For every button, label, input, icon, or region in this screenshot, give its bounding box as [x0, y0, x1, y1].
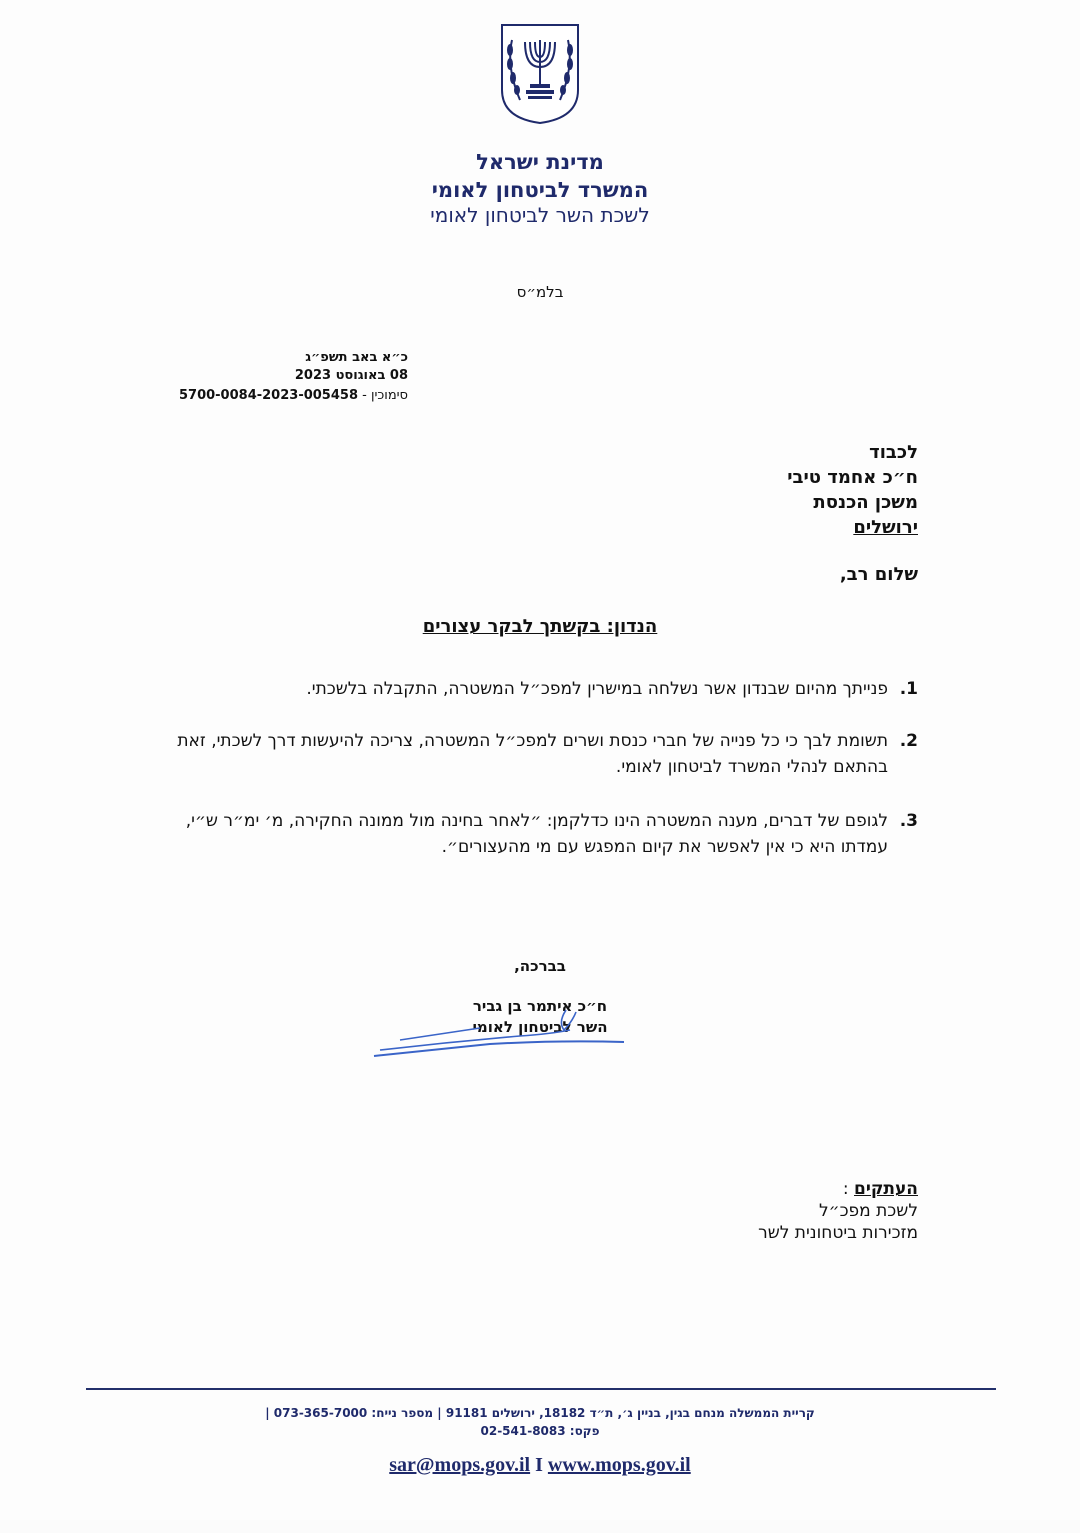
- reference-number: [160, 387, 408, 405]
- signatory-name: ח״כ איתמר בן גביר: [472, 997, 608, 1015]
- copies-title: העתקים: [854, 1179, 918, 1199]
- greeting: שלום רב,: [839, 564, 918, 585]
- footer-fax: פקס: 02-541-8083: [480, 1424, 600, 1438]
- reference-label: סימוכין -: [358, 388, 408, 403]
- signatory-title: השר לביטחון לאומי: [472, 1018, 608, 1036]
- letterhead-state-name: מדינת ישראל: [476, 150, 604, 174]
- state-emblem-menorah-icon: [498, 22, 582, 126]
- list-item: [158, 728, 918, 780]
- copies-colon: :: [842, 1179, 849, 1199]
- gregorian-date: 08 באוגוסט 2023: [294, 368, 408, 383]
- addressee-institution: משכן הכנסת: [813, 492, 918, 513]
- hebrew-date: כ״א באב תשפ״ג: [305, 350, 408, 365]
- list-item: [158, 676, 918, 702]
- footer-address: קריית הממשלה מנחם בגין, בניין ג׳, ת״ד 18182, ירושלים 91181 | מספר נייח: 073-365-7000 |: [265, 1406, 815, 1420]
- letterhead-office-name: לשכת השר לביטחון לאומי: [430, 203, 650, 227]
- email-link[interactable]: sar@mops.gov.il: [389, 1454, 531, 1476]
- letterhead-ministry-name: המשרד לביטחון לאומי: [431, 178, 649, 202]
- addressee-salutation: לכבוד: [869, 442, 918, 463]
- footer-link-separator: I: [535, 1454, 543, 1476]
- footer-contact-links: [0, 1454, 1080, 1477]
- list-item-number: 3.: [899, 811, 918, 831]
- list-item-text: פנייתך מהיום שבנדון אשר נשלחה במישרין למפכ״ל המשטרה, התקבלה בלשכתי.: [306, 679, 888, 699]
- closing-blessing: בברכה,: [514, 957, 566, 975]
- copies-recipient: מזכירות ביטחונית לשר: [758, 1223, 918, 1243]
- addressee-city: ירושלים: [853, 517, 918, 538]
- copies-block: [758, 1178, 918, 1244]
- list-item-text: לגופם של דברים, מענה המשטרה הינו כדלקמן: ״לאחר בחינה מול ממונה החקירה, מ׳ ימ״ר ש״י, עמדתו היא כי אין לאפשר את קיום המפגש עם מי מהעצורים״.: [185, 811, 888, 857]
- list-item-text: תשומת לבך כי כל פנייה של חברי כנסת ושרים למפכ״ל המשטרה, צריכה להיעשות דרך לשכתי, זאת בהתאם לנהלי המשרד לביטחון לאומי.: [177, 731, 888, 777]
- subject-line: הנדון: בקשתך לבקר עצורים: [422, 616, 658, 637]
- addressee-block: [787, 440, 918, 540]
- footer-divider: [86, 1388, 996, 1390]
- handwritten-signature: [370, 1000, 630, 1064]
- classification-label: בלמ״ס: [516, 283, 564, 301]
- list-item: [158, 808, 918, 860]
- list-item-number: 2.: [899, 731, 918, 751]
- addressee-name: ח״כ אחמד טיבי: [787, 467, 918, 488]
- reference-value: 5700-0084-2023-005458: [178, 388, 358, 403]
- website-link[interactable]: www.mops.gov.il: [547, 1454, 691, 1476]
- list-item-number: 1.: [899, 679, 918, 699]
- copies-recipient: לשכת מפכ״ל: [818, 1201, 918, 1221]
